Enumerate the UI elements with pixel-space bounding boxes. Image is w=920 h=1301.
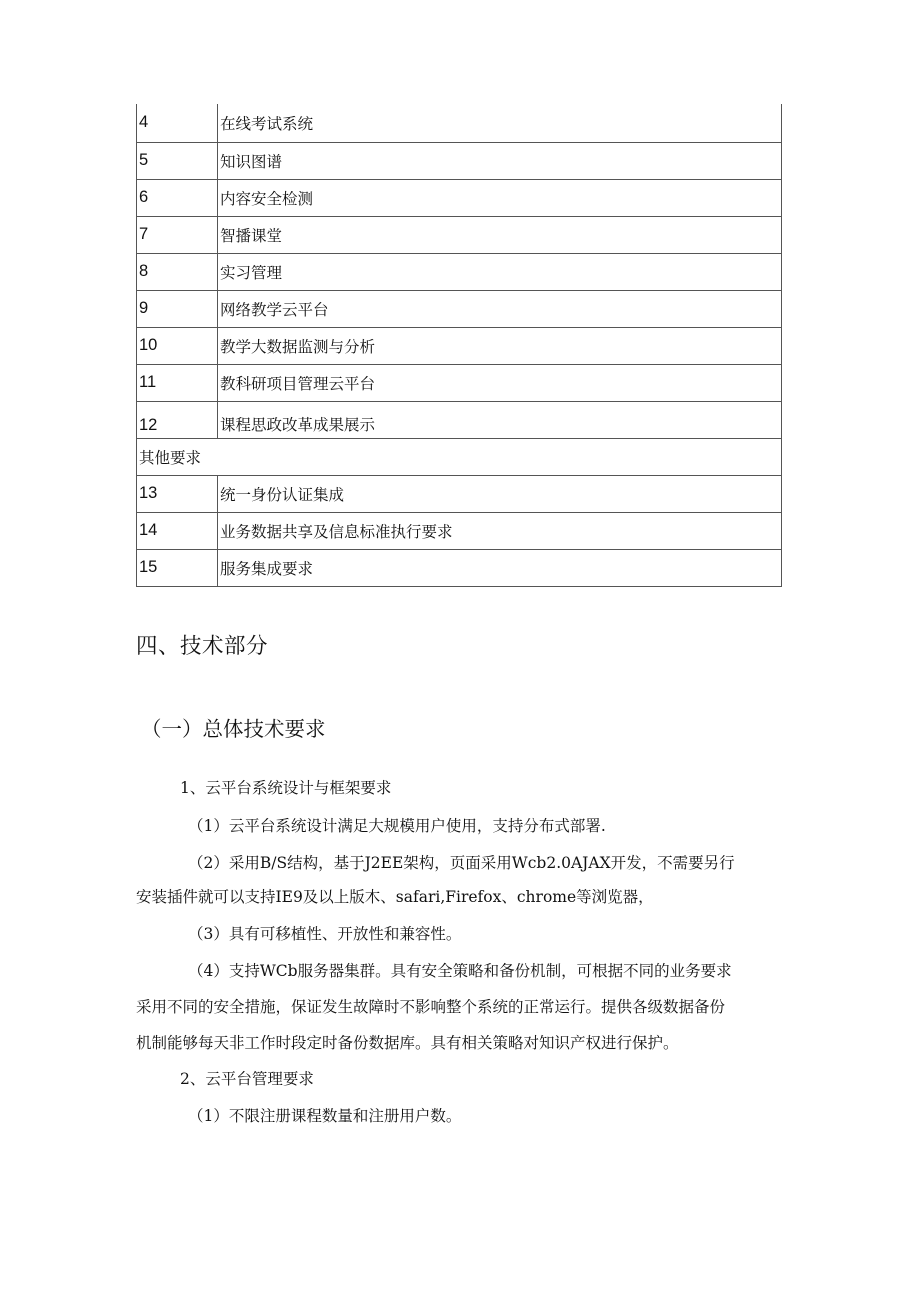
row-number: 6 [137,179,218,216]
table-row [137,401,782,438]
paragraph-2-1: （1）不限注册课程数量和注册用户数。 [188,1107,462,1125]
row-number: 4 [137,104,218,142]
row-number: 9 [137,290,218,327]
section-subheading: （一）总体技术要求 [141,717,326,741]
paragraph-1-4-line-3: 机制能够每天非工作时段定时备份数据库。具有相关策略对知识产权进行保护。 [136,1034,679,1052]
row-item: 网络教学云平台 [218,290,782,327]
row-number: 7 [137,216,218,253]
row-item: 教学大数据监测与分析 [218,327,782,364]
row-number: 15 [137,549,218,586]
table-row [137,290,782,327]
table-row [137,142,782,179]
table-row [137,512,782,549]
row-item: 教科研项目管理云平台 [218,364,782,401]
table-row [137,253,782,290]
row-item: 实习管理 [218,253,782,290]
table-row [137,104,782,142]
requirements-table [136,104,782,587]
row-item: 知识图谱 [218,142,782,179]
paragraph-1: 1、云平台系统设计与框架要求 [180,779,392,797]
table-group-row [137,438,782,475]
row-number: 14 [137,512,218,549]
group-label: 其他要求 [137,438,782,475]
table-row [137,216,782,253]
table-row [137,327,782,364]
row-item: 统一身份认证集成 [218,475,782,512]
paragraph-1-2-line-2: 安装插件就可以支持IE9及以上版木、safari,Firefox、chrome等浏览器， [136,888,654,906]
paragraph-1-3: （3）具有可移植性、开放性和兼容性。 [188,925,462,943]
row-number: 8 [137,253,218,290]
row-item: 业务数据共享及信息标准执行要求 [218,512,782,549]
table-row [137,475,782,512]
section-heading: 四、技术部分 [136,634,269,659]
row-item: 课程思政改革成果展示 [218,401,782,438]
paragraph-1-2-line-1: （2）采用B/S结构，基于J2EE架构，页面采用Wcb2.0AJAX开发，不需要另行 [188,854,735,872]
row-item: 内容安全检测 [218,179,782,216]
row-item: 服务集成要求 [218,549,782,586]
row-number: 12 [137,401,218,438]
row-number: 11 [137,364,218,401]
paragraph-2: 2、云平台管理要求 [180,1070,314,1088]
table-row [137,179,782,216]
row-number: 13 [137,475,218,512]
table-row [137,364,782,401]
row-item: 在线考试系统 [218,104,782,142]
paragraph-1-1: （1）云平台系统设计满足大规模用户使用，支持分布式部署. [188,817,606,835]
row-number: 5 [137,142,218,179]
paragraph-1-4-line-2: 采用不同的安全措施，保证发生故障时不影响整个系统的正常运行。提供各级数据备份 [136,998,726,1016]
row-number: 10 [137,327,218,364]
table-row [137,549,782,586]
row-item: 智播课堂 [218,216,782,253]
paragraph-1-4-line-1: （4）支持WCb服务器集群。具有安全策略和备份机制，可根据不同的业务要求 [188,962,732,980]
